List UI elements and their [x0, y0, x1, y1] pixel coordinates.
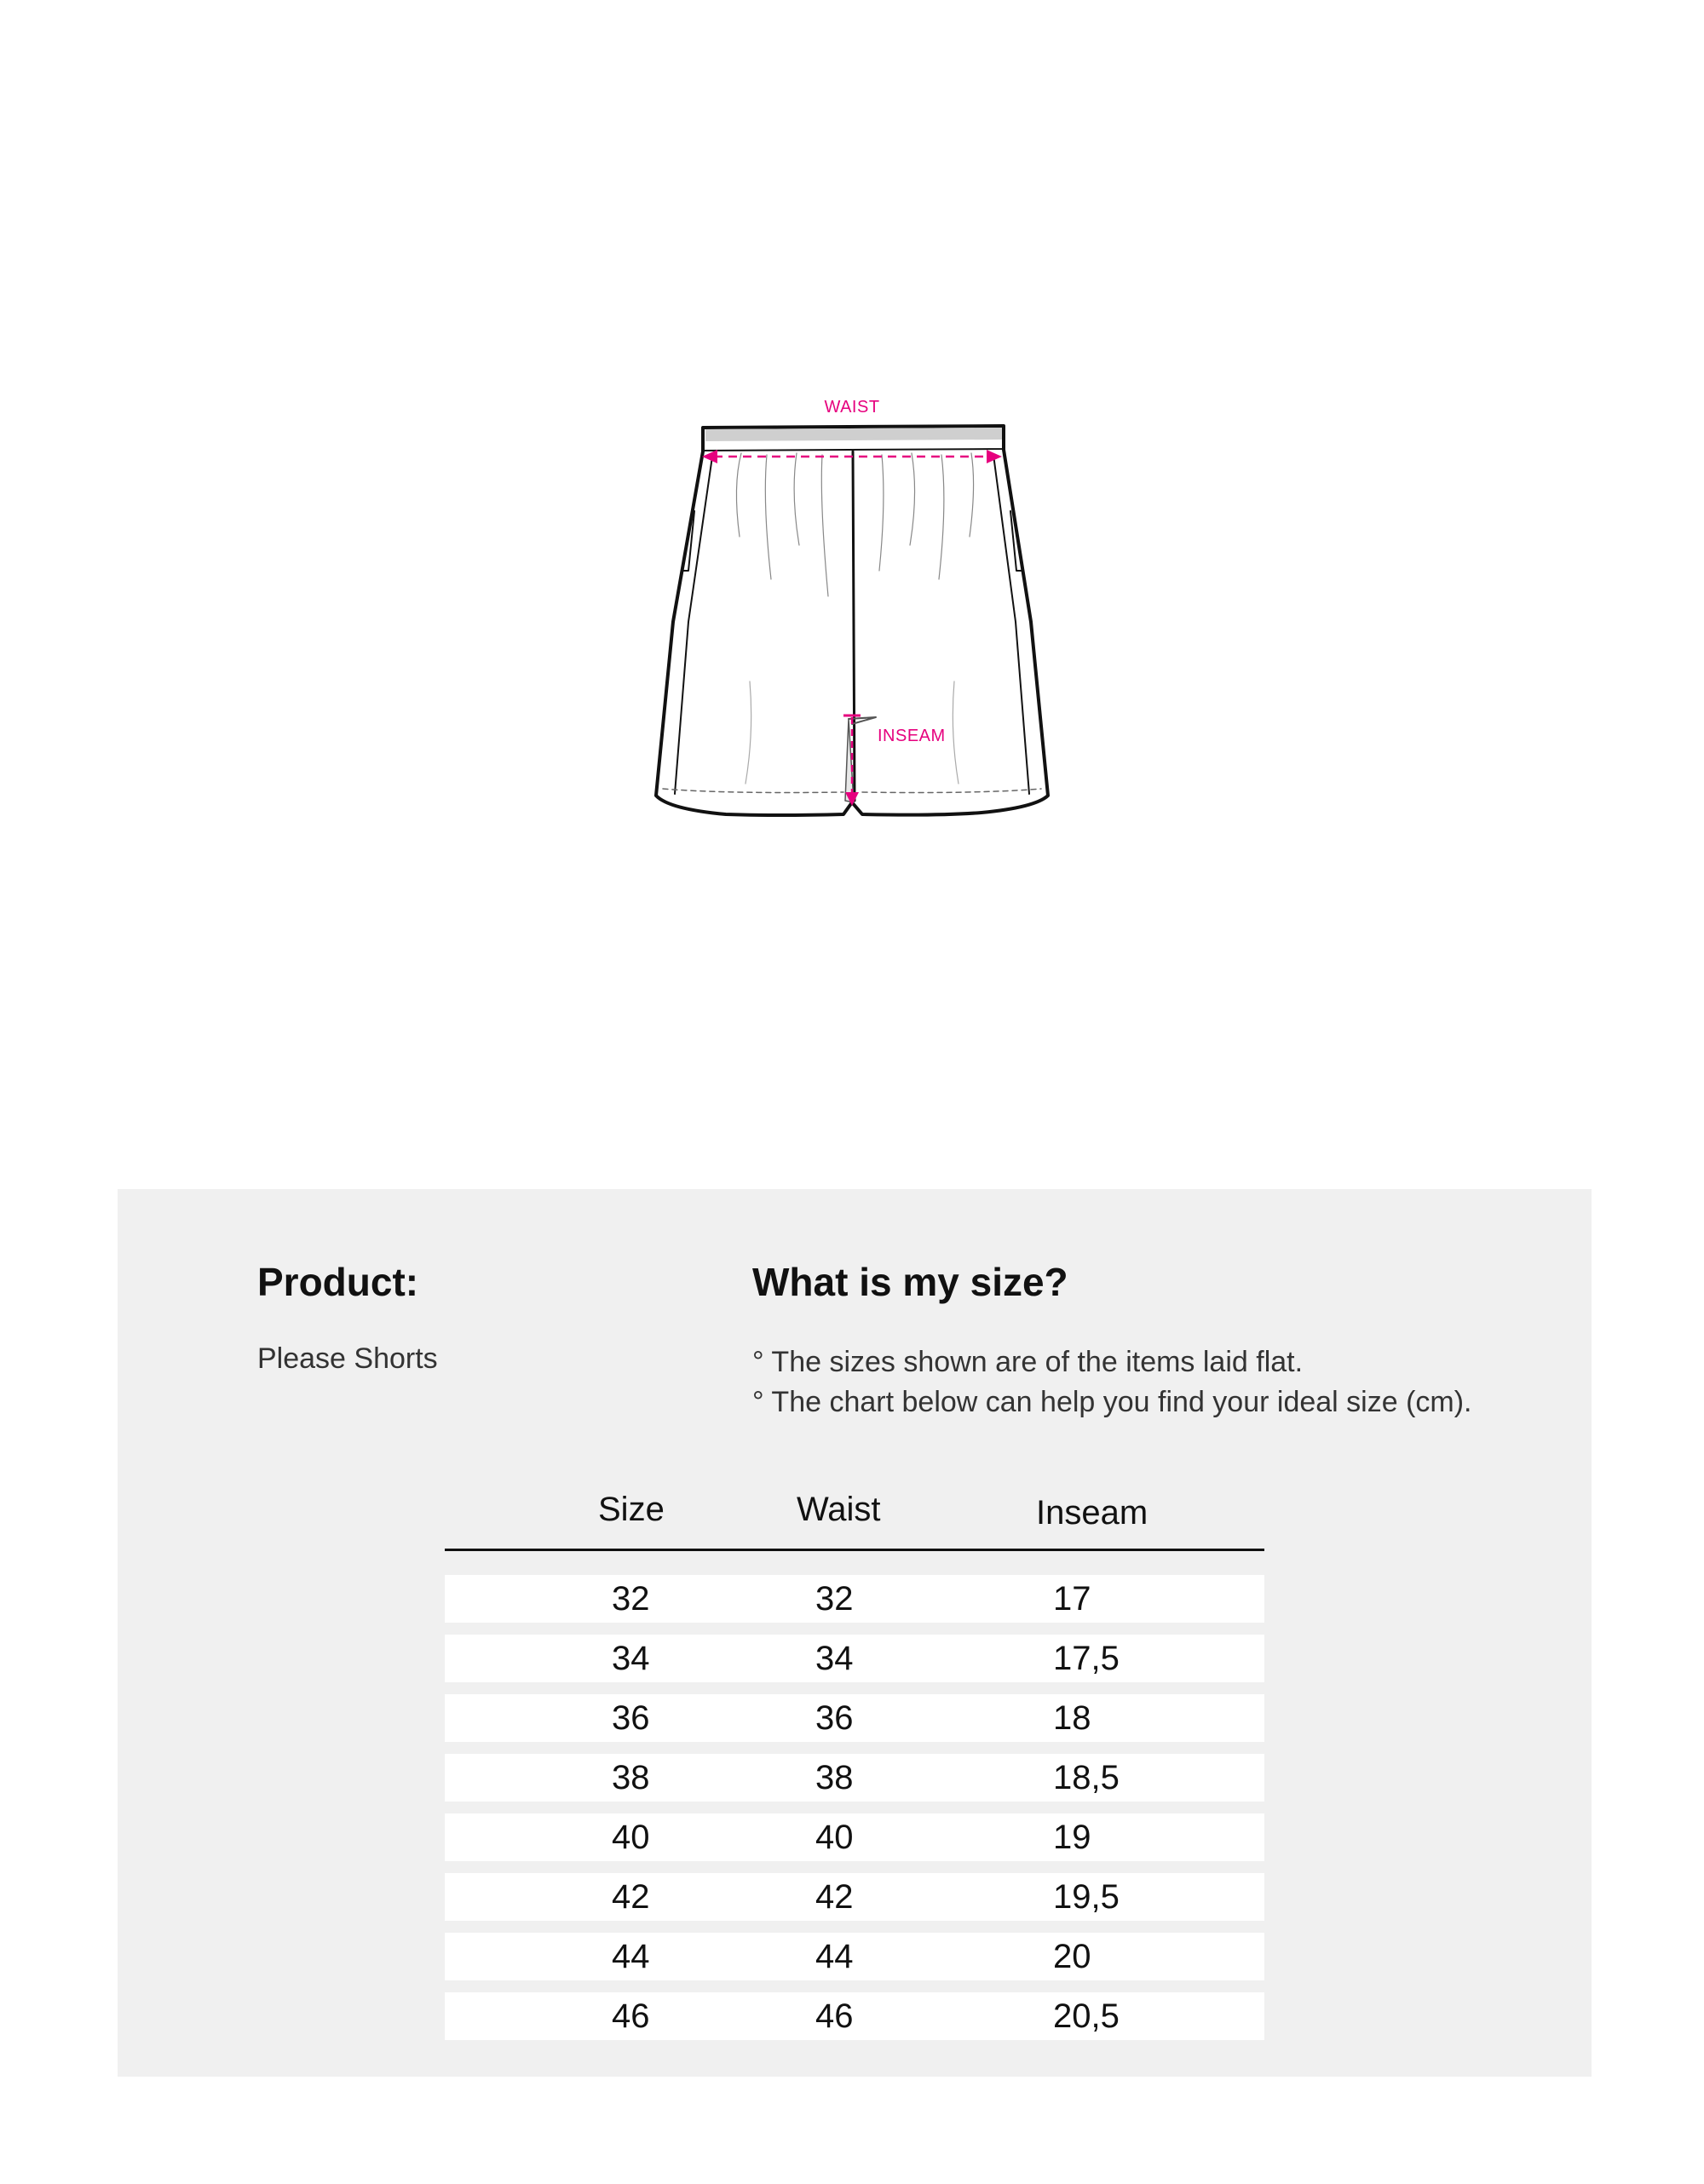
inseam-cell: 18,5: [1053, 1759, 1120, 1796]
inseam-cell: 20,5: [1053, 1997, 1120, 2035]
column-header-size: Size: [598, 1491, 665, 1528]
table-row: [445, 1754, 1264, 1802]
size-cell: 32: [612, 1580, 650, 1618]
shorts-illustration: [596, 375, 1108, 835]
note-chart-help: ° The chart below can help you find your ideal size (cm).: [752, 1386, 1472, 1418]
table-header: [445, 1487, 1264, 1551]
table-row: [445, 1933, 1264, 1980]
column-header-waist: Waist: [797, 1491, 881, 1528]
waist-cell: 44: [815, 1938, 854, 1975]
waist-cell: 34: [815, 1640, 854, 1677]
inseam-cell: 20: [1053, 1938, 1091, 1975]
waist-cell: 40: [815, 1819, 854, 1856]
size-cell: 46: [612, 1997, 650, 2035]
size-heading: What is my size?: [752, 1260, 1068, 1304]
inseam-cell: 19,5: [1053, 1878, 1120, 1916]
waist-cell: 36: [815, 1699, 854, 1737]
table-row: [445, 1873, 1264, 1921]
table-body: [445, 1575, 1264, 2040]
size-info-panel: [118, 1189, 1592, 2077]
size-cell: 44: [612, 1938, 650, 1975]
size-cell: 40: [612, 1819, 650, 1856]
table-row: [445, 1694, 1264, 1742]
size-cell: 42: [612, 1878, 650, 1916]
table-row: [445, 1575, 1264, 1623]
waist-label: WAIST: [824, 398, 880, 417]
size-notes: [752, 1342, 1472, 1422]
product-name: Please Shorts: [257, 1342, 438, 1375]
inseam-cell: 18: [1053, 1699, 1091, 1737]
note-laid-flat: ° The sizes shown are of the items laid flat.: [752, 1346, 1304, 1378]
inseam-cell: 17: [1053, 1580, 1091, 1618]
inseam-cell: 17,5: [1053, 1640, 1120, 1677]
size-cell: 36: [612, 1699, 650, 1737]
inseam-cell: 19: [1053, 1819, 1091, 1856]
table-row: [445, 1992, 1264, 2040]
size-cell: 34: [612, 1640, 650, 1677]
size-cell: 38: [612, 1759, 650, 1796]
product-heading: Product:: [257, 1260, 419, 1304]
table-row: [445, 1635, 1264, 1682]
waist-cell: 46: [815, 1997, 854, 2035]
waist-cell: 42: [815, 1878, 854, 1916]
waist-cell: 38: [815, 1759, 854, 1796]
inseam-label: INSEAM: [878, 727, 946, 745]
waist-cell: 32: [815, 1580, 854, 1618]
size-table: [445, 1487, 1264, 2052]
column-header-inseam: Inseam: [1036, 1494, 1148, 1532]
table-row: [445, 1813, 1264, 1861]
